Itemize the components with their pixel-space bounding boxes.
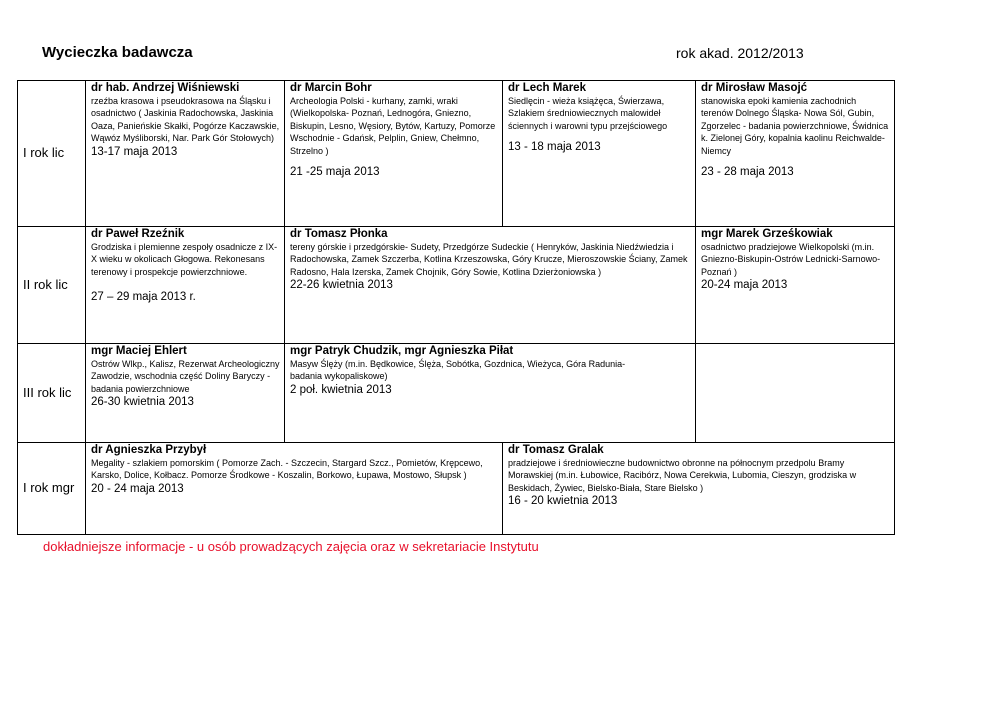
trip-description: pradziejowe i średniowieczne budownictwo obronne na północnym przedpolu Bramy Morawskiej (m.in. Łubowice, Racibórz, Nowa Cerekwia, Lubomia, Cieszyn, grodziska w Beskidach, Żywiec, Bielsko-Biała, Stare Bielsko ) [508,458,857,493]
year-label: III rok lic [18,344,86,443]
instructor-name: mgr Patryk Chudzik, mgr Agnieszka Piłat [290,345,514,357]
trip-description: Siedlęcin - wieża książęca, Świerzawa, Szlakiem średniowiecznych malowideł ściennych i warowni typu przejściowego [508,96,668,131]
instructor-name: dr Agnieszka Przybył [91,444,207,456]
table-cell [503,443,895,535]
academic-year: rok akad. 2012/2013 [676,45,804,61]
trip-date: 2 poł. kwietnia 2013 [290,383,392,396]
table-cell [285,227,696,344]
trip-date: 13-17 maja 2013 [91,145,178,158]
table-cell [696,227,895,344]
table-cell [86,227,285,344]
instructor-name: dr Tomasz Płonka [290,228,388,240]
trip-description: Grodziska i plemienne zespoły osadnicze z IX-X wieku w okolicach Głogowa. Rekonesans terenowy i prospekcje powierzchniowe. [91,242,278,277]
trip-date: 13 - 18 maja 2013 [508,141,601,154]
trip-description: Archeologia Polski - kurhany, zamki, wraki (Wielkopolska- Poznań, Lednogóra, Gniezno, Biskupin, Lesno, Węsiory, Bytów, Kartuzy, Pomorze Wschodnie - Gdańsk, Pelplin, Gniew, Chełmno, Strzelno ) [290,96,496,156]
table-cell [86,443,503,535]
table-row [18,443,895,535]
instructor-name: dr Tomasz Gralak [508,444,604,456]
trip-description: osadnictwo pradziejowe Wielkopolski (m.in. Gniezno-Biskupin-Ostrów Lednicki-Sarnowo-Poznań ) [701,242,881,277]
trip-date: 27 – 29 maja 2013 r. [91,291,196,304]
instructor-name: dr Mirosław Masojć [701,82,808,94]
year-label: I rok lic [18,81,86,227]
trip-description: Ostrów Wlkp., Kalisz, Rezerwat Archeologiczny Zawodzie, wschodnia część Doliny Baryczy - badania powierzchniowe [91,359,280,394]
trip-description: tereny górskie i przedgórskie- Sudety, Przedgórze Sudeckie ( Henryków, Jaskinia Niedźwiedzia i Radochowska, Zamek Szczerba, Kotlina Krzeszowska, Góry Krucze, Mieroszowskie Ściany, Zamek Radosno, Hala Izerska, Zamek Chojnik, Góry Sowie, Kotlina Dzierżoniowska ) [290,242,688,277]
table-cell [285,81,503,227]
trip-date: 22-26 kwietnia 2013 [290,279,393,292]
trip-description: Masyw Ślęży (m.in. Będkowice, Ślęża, Sobótka, Gozdnica, Wieżyca, Góra Radunia- badania wykopaliskowe) [290,359,626,382]
table-cell [285,344,696,443]
instructor-name: mgr Maciej Ehlert [91,345,187,357]
year-label: I rok mgr [18,443,86,535]
trip-description: rzeźba krasowa i pseudokrasowa na Śląsku i osadnictwo ( Jaskinia Radochowska, Jaskinia Oaza, Panieńskie Skałki, Pogórze Kaczawskie, Wąwóz Myśliborski, Nar. Park Gór Stołowych) [91,96,280,144]
year-label: II rok lic [18,227,86,344]
table-row [18,344,895,443]
trip-date: 26-30 kwietnia 2013 [91,396,194,409]
table-cell [503,81,696,227]
instructor-name: dr hab. Andrzej Wiśniewski [91,82,240,94]
trip-date: 16 - 20 kwietnia 2013 [508,495,618,508]
trip-description: stanowiska epoki kamienia zachodnich terenów Dolnego Śląska- Nowa Sól, Gubin, Zgorzelec - badania powierzchniowe, Świdnica k. Zielonej Góry, kopalnia kaolinu Reichwalde-Niemcy [701,96,889,156]
trip-date: 21 -25 maja 2013 [290,166,380,179]
instructor-name: dr Paweł Rzeźnik [91,228,185,240]
empty-cell [696,344,895,443]
table-row [18,227,895,344]
schedule-table [17,80,895,535]
table-cell [86,344,285,443]
trip-description: Megality - szlakiem pomorskim ( Pomorze Zach. - Szczecin, Stargard Szcz., Pomietów, Krępcewo, Karsko, Dolice, Kołbacz. Pomorze Środkowe - Koszalin, Borkowo, Łupawa, Mostowo, Słupsk ) [91,458,483,481]
trip-date: 20 - 24 maja 2013 [91,482,184,495]
trip-date: 20-24 maja 2013 [701,279,788,292]
table-row [18,81,895,227]
table-cell [86,81,285,227]
table-cell [696,81,895,227]
instructor-name: dr Lech Marek [508,82,586,94]
footer-note: dokładniejsze informacje - u osób prowadzących zajęcia oraz w sekretariacie Instytutu [43,539,539,554]
instructor-name: mgr Marek Grześkowiak [701,228,833,240]
trip-date: 23 - 28 maja 2013 [701,166,794,179]
instructor-name: dr Marcin Bohr [290,82,372,94]
page-title: Wycieczka badawcza [42,44,193,61]
